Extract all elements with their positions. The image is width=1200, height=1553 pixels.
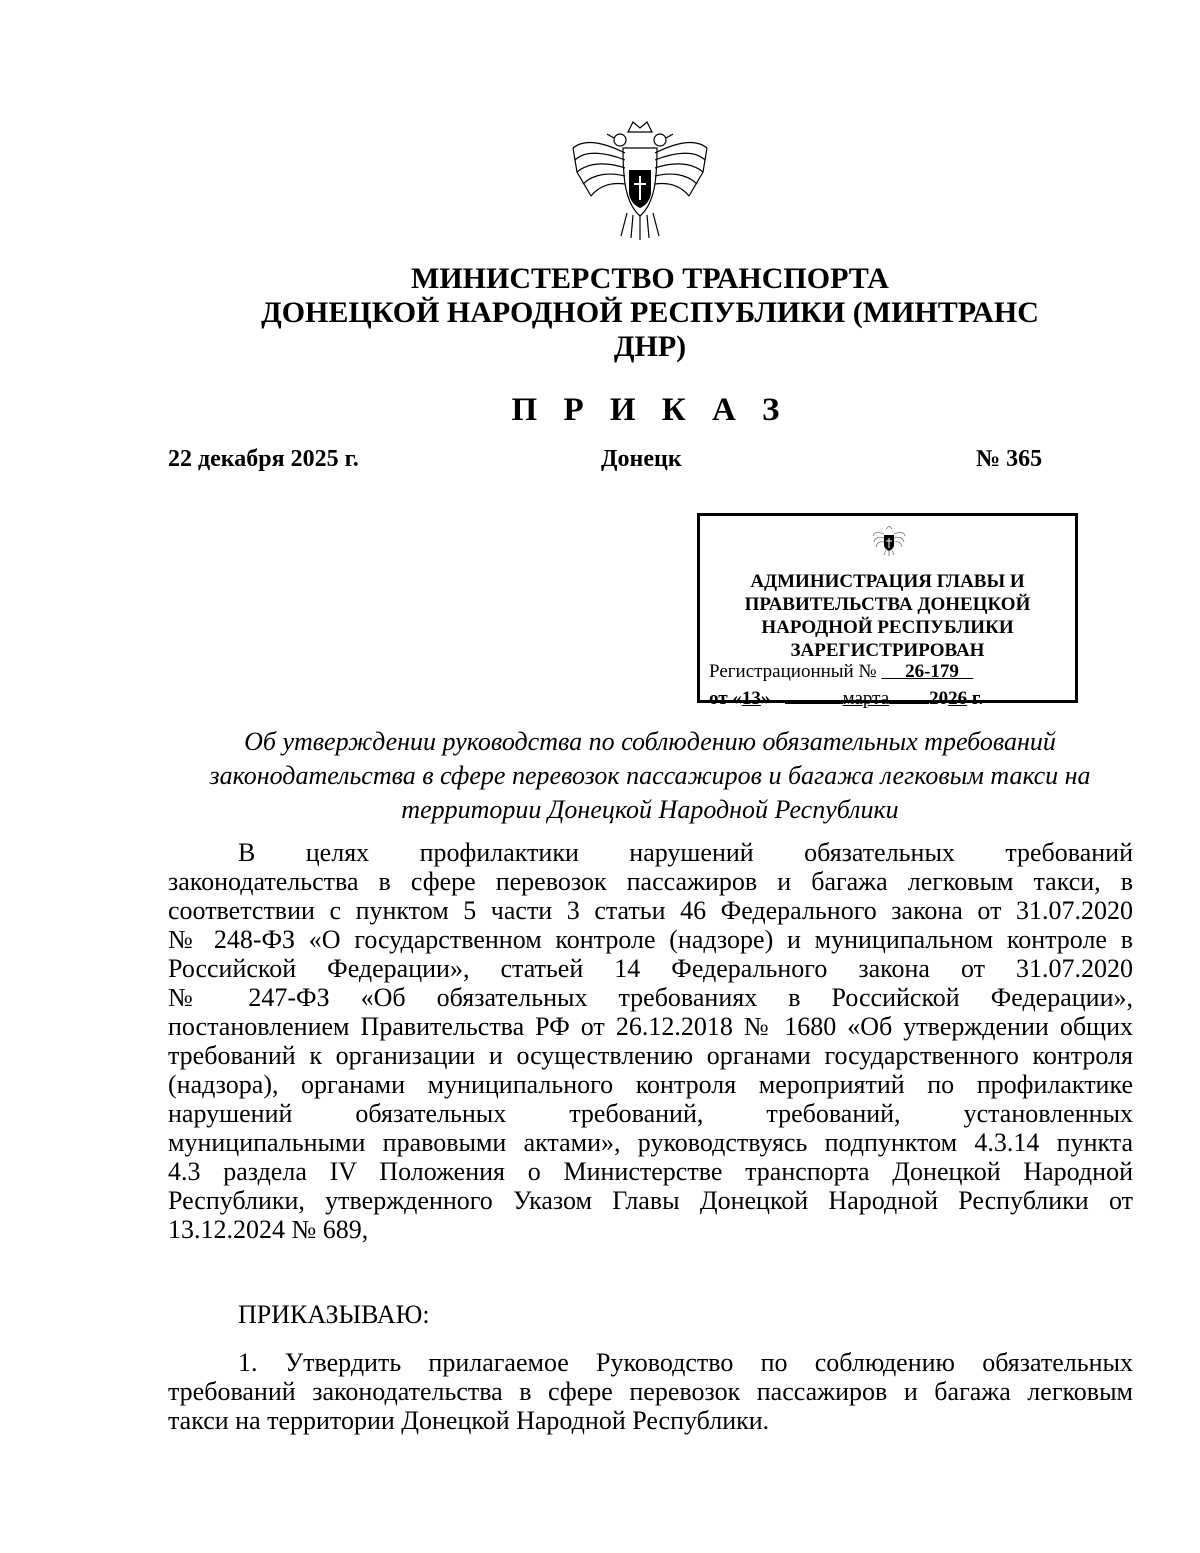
order-city: Донецк xyxy=(601,446,682,472)
preamble-line: нарушений обязательных требований, требований, установленных xyxy=(168,1099,1133,1128)
order-number: № 365 xyxy=(976,446,1043,472)
ministry-name xyxy=(150,262,1150,364)
preamble-paragraph xyxy=(168,838,1133,1244)
registration-org-line-2: ПРАВИТЕЛЬСТВА ДОНЕЦКОЙ xyxy=(744,594,1031,615)
preamble-line: Республики, утвержденного Указом Главы Донецкой Народной Республики от xyxy=(168,1186,1133,1215)
order-subject xyxy=(150,725,1150,827)
preamble-line: № 248-ФЗ «О государственном контроле (надзоре) и муниципальном контроле в xyxy=(168,925,1133,954)
preamble-line: законодательства в сфере перевозок пассажиров и багажа легковым такси, в xyxy=(168,867,1133,896)
registration-day: 13 xyxy=(741,688,761,709)
preamble-line: муниципальными правовыми актами», руководствуясь подпунктом 4.3.14 пункта xyxy=(168,1128,1133,1157)
order-point-1 xyxy=(168,1348,1133,1435)
registration-org-line-1: АДМИНИСТРАЦИЯ ГЛАВЫ И xyxy=(750,571,1025,592)
coat-of-arms-emblem-icon xyxy=(565,118,715,243)
registration-date-close: » xyxy=(760,688,771,709)
preamble-line: постановлением Правительства РФ от 26.12.2018 № 1680 «Об утверждении общих xyxy=(168,1012,1133,1041)
preamble-line: № 247-ФЗ «Об обязательных требованиях в Российской Федерации», xyxy=(168,983,1133,1012)
registration-stamp xyxy=(697,513,1078,709)
registration-blank xyxy=(785,684,843,704)
order-directive-word: ПРИКАЗЫВАЮ: xyxy=(238,1300,430,1329)
registration-status: ЗАРЕГИСТРИРОВАН xyxy=(790,640,985,661)
registration-year-part1: 20 xyxy=(929,688,949,709)
stamp-emblem-icon xyxy=(872,526,906,556)
subject-line-1: Об утверждении руководства по соблюдению обязательных требований xyxy=(244,727,1056,756)
registration-number-label: Регистрационный № xyxy=(709,661,877,682)
registration-month: марта xyxy=(842,688,890,709)
registration-date-prefix: от « xyxy=(709,688,742,709)
ministry-name-line-2: ДОНЕЦКОЙ НАРОДНОЙ РЕСПУБЛИКИ (МИНТРАНС xyxy=(261,296,1039,329)
point-1-line: такси на территории Донецкой Народной Республики. xyxy=(168,1406,770,1435)
order-date: 22 декабря 2025 г. xyxy=(168,446,359,472)
registration-org-line-3: НАРОДНОЙ РЕСПУБЛИКИ xyxy=(761,617,1014,638)
document-type-title: П Р И К А З xyxy=(511,392,789,428)
registration-number-text: 26-179 xyxy=(905,661,959,682)
registration-year-suffix: г. xyxy=(967,688,984,709)
subject-line-3: территории Донецкой Народной Республики xyxy=(401,795,899,824)
subject-line-2: законодательства в сфере перевозок пассажиров и багажа легковым такси на xyxy=(209,761,1091,790)
point-1-line: требований законодательства в сфере перевозок пассажиров и багажа легковым xyxy=(168,1377,1133,1406)
registration-number-value xyxy=(881,661,973,682)
registration-date-line xyxy=(709,684,983,710)
registration-number-line xyxy=(709,661,973,683)
registration-blank-2 xyxy=(889,684,929,704)
preamble-line: 13.12.2024 № 689, xyxy=(168,1215,369,1244)
preamble-line: (надзора), органами муниципального контроля мероприятий по профилактике xyxy=(168,1070,1133,1099)
ministry-name-line-1: МИНИСТЕРСТВО ТРАНСПОРТА xyxy=(411,262,889,295)
point-1-line: 1. Утвердить прилагаемое Руководство по соблюдению обязательных xyxy=(238,1348,1133,1377)
registration-organization xyxy=(700,570,1075,662)
preamble-line: Российской Федерации», статьей 14 Федерального закона от 31.07.2020 xyxy=(168,954,1133,983)
preamble-line: требований к организации и осуществлению органами государственного контроля xyxy=(168,1041,1133,1070)
preamble-line: соответствии с пунктом 5 части 3 статьи 46 Федерального закона от 31.07.2020 xyxy=(168,896,1133,925)
preamble-line: 4.3 раздела IV Положения о Министерстве транспорта Донецкой Народной xyxy=(168,1157,1133,1186)
registration-year-part2: 26 xyxy=(948,688,968,709)
preamble-line: В целях профилактики нарушений обязательных требований xyxy=(238,838,1133,867)
ministry-name-line-3: ДНР) xyxy=(613,330,687,363)
